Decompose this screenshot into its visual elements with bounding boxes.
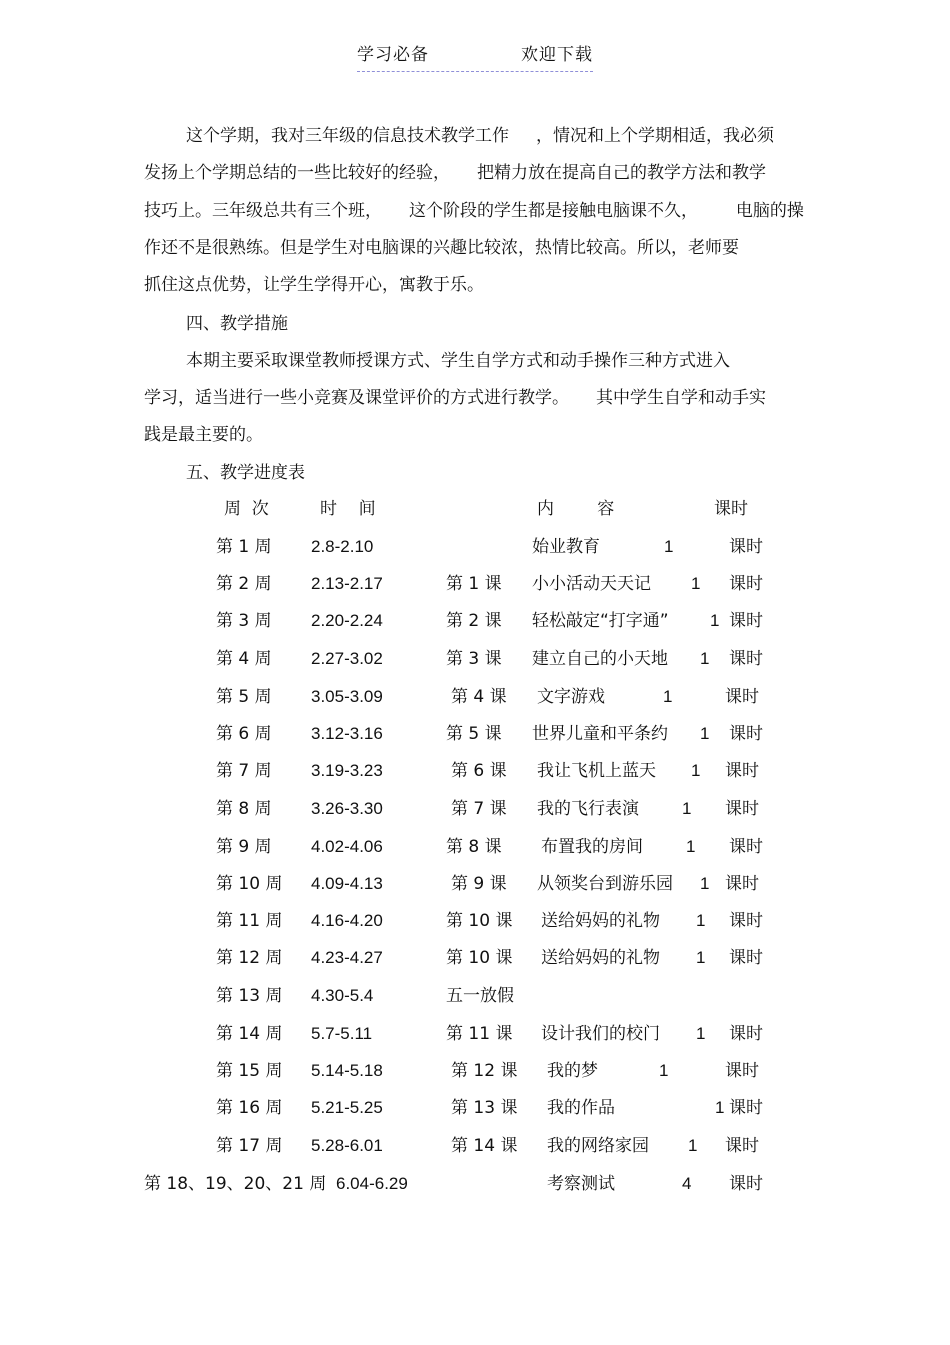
- row-num: 1: [686, 837, 696, 856]
- intro-line-4: 作还不是很熟练。但是学生对电脑课的兴趣比较浓，热情比较高。所以，老师要: [144, 238, 739, 258]
- row-num: 1: [710, 611, 720, 630]
- row-lesson: 第 10 课: [446, 948, 513, 968]
- row-lesson: 第 1 课: [446, 574, 502, 594]
- row-num: 4: [682, 1174, 692, 1193]
- row-lesson: 第 11 课: [446, 1024, 513, 1044]
- row-num: 1: [659, 1061, 669, 1080]
- row-num: 1: [700, 874, 710, 893]
- row-unit: 课时: [729, 611, 763, 631]
- intro-line-2: 发扬上个学期总结的一些比较好的经验， 把精力放在提高自己的教学方法和教学: [144, 163, 767, 183]
- row-unit: 课时: [725, 761, 759, 781]
- row-time: 4.02-4.06: [311, 837, 383, 856]
- row-week: 第 2 周: [216, 574, 272, 594]
- row-week: 第 16 周: [216, 1098, 283, 1118]
- row-time: 5.21-5.25: [311, 1098, 383, 1117]
- row-time: 3.05-3.09: [311, 687, 383, 706]
- row-unit: 课时: [729, 649, 763, 669]
- row-time: 2.27-3.02: [311, 649, 383, 668]
- row-time: 3.19-3.23: [311, 761, 383, 780]
- row-time: 5.14-5.18: [311, 1061, 383, 1080]
- row-content: 从领奖台到游乐园: [537, 874, 673, 894]
- row-num: 1: [696, 948, 706, 967]
- row-content: 文字游戏: [537, 687, 605, 707]
- row-week: 第 4 周: [216, 649, 272, 669]
- row-num: 1: [682, 799, 692, 818]
- row-week: 第 17 周: [216, 1136, 283, 1156]
- row-content: 建立自己的小天地: [532, 649, 668, 669]
- row-time: 4.16-4.20: [311, 911, 383, 930]
- row-time: 5.7-5.11: [311, 1024, 373, 1043]
- row-time: 4.09-4.13: [311, 874, 383, 893]
- row-unit: 课时: [725, 874, 759, 894]
- row-time: 2.13-2.17: [311, 574, 383, 593]
- header-left-text: 学习必备: [357, 45, 429, 65]
- row-content: 小小活动天天记: [532, 574, 651, 594]
- section4-line-3: 践是最主要的。: [144, 425, 263, 445]
- row-week: 第 14 周: [216, 1024, 283, 1044]
- row-time: 3.12-3.16: [311, 724, 383, 743]
- row-week: 第 6 周: [216, 724, 272, 744]
- header-hours: 课时: [714, 499, 748, 519]
- row-unit: 课时: [725, 1061, 759, 1081]
- row-week: 第 15 周: [216, 1061, 283, 1081]
- row-lesson: 第 4 课: [451, 687, 507, 707]
- row-unit: 课时: [729, 837, 763, 857]
- row-time: 5.28-6.01: [311, 1136, 383, 1155]
- row-week: 第 11 周: [216, 911, 283, 931]
- row-num: 1: [688, 1136, 698, 1155]
- row-content: 我的飞行表演: [537, 799, 639, 819]
- row-content: 设计我们的校门: [541, 1024, 660, 1044]
- row-lesson: 第 2 课: [446, 611, 502, 631]
- row-unit: 课时: [725, 687, 759, 707]
- intro-line-1: 这个学期，我对三年级的信息技术教学工作 ，情况和上个学期相适，我必须: [186, 126, 775, 146]
- row-time: 4.23-4.27: [311, 948, 383, 967]
- row-content: 始业教育: [532, 537, 600, 557]
- row-content: 考察测试: [547, 1174, 615, 1194]
- row-content: 我的梦: [547, 1061, 598, 1081]
- header-content: 内 容: [537, 499, 615, 519]
- page-header: [0, 40, 950, 72]
- header-right-text: 欢迎下载: [521, 45, 593, 65]
- row-week: 第 12 周: [216, 948, 283, 968]
- row-content: 送给妈妈的礼物: [541, 948, 660, 968]
- row-num: 1: [700, 649, 710, 668]
- row-num: 1: [696, 1024, 706, 1043]
- row-lesson: 第 14 课: [451, 1136, 518, 1156]
- row-content: 轻松敲定“打字通”: [532, 611, 669, 631]
- row-unit: 课时: [725, 799, 759, 819]
- header-time: 时 间: [320, 499, 376, 519]
- header-banner: [357, 40, 593, 72]
- row-week: 第 8 周: [216, 799, 272, 819]
- row-week: 第 13 周: [216, 986, 283, 1006]
- row-unit: 课时: [729, 1024, 763, 1044]
- row-unit: 课时: [729, 948, 763, 968]
- row-week: 第 3 周: [216, 611, 272, 631]
- row-time: 2.20-2.24: [311, 611, 383, 630]
- row-week: 第 10 周: [216, 874, 283, 894]
- section4-title: 四、教学措施: [186, 314, 288, 334]
- row-content: 我让飞机上蓝天: [537, 761, 656, 781]
- row-content: 世界儿童和平条约: [532, 724, 668, 744]
- section5-title: 五、教学进度表: [186, 463, 305, 483]
- row-unit: 课时: [725, 1136, 759, 1156]
- row-lesson: 第 8 课: [446, 837, 502, 857]
- row-lesson: 第 7 课: [451, 799, 507, 819]
- row-time: 2.8-2.10: [311, 537, 374, 556]
- row-num: 1: [696, 911, 706, 930]
- row-num: 1: [715, 1098, 725, 1117]
- row-content: 布置我的房间: [541, 837, 643, 857]
- row-content: 我的网络家园: [547, 1136, 649, 1156]
- row-num: 1: [691, 761, 701, 780]
- row-unit: 课时: [729, 1174, 763, 1194]
- row-time: 3.26-3.30: [311, 799, 383, 818]
- row-lesson: 第 6 课: [451, 761, 507, 781]
- row-week: 第 18、19、20、21 周: [144, 1174, 327, 1194]
- row-week: 第 9 周: [216, 837, 272, 857]
- row-lesson: 第 10 课: [446, 911, 513, 931]
- row-content: 我的作品: [547, 1098, 615, 1118]
- row-num: 1: [663, 687, 673, 706]
- row-num: 1: [700, 724, 710, 743]
- row-unit: 课时: [729, 537, 763, 557]
- row-week: 第 1 周: [216, 537, 272, 557]
- row-lesson: 第 3 课: [446, 649, 502, 669]
- row-lesson: 第 13 课: [451, 1098, 518, 1118]
- intro-line-3: 技巧上。三年级总共有三个班， 这个阶段的学生都是接触电脑课不久， 电脑的操: [144, 201, 804, 221]
- row-content: 送给妈妈的礼物: [541, 911, 660, 931]
- row-unit: 课时: [729, 724, 763, 744]
- row-time: 6.04-6.29: [336, 1174, 408, 1193]
- row-num: 1: [691, 574, 701, 593]
- row-unit: 课时: [729, 911, 763, 931]
- row-week: 第 5 周: [216, 687, 272, 707]
- intro-line-5: 抓住这点优势，让学生学得开心，寓教于乐。: [144, 275, 484, 295]
- row-unit: 课时: [729, 574, 763, 594]
- header-week: 周 次: [224, 499, 269, 519]
- row-lesson: 第 9 课: [451, 874, 507, 894]
- row-lesson: 五一放假: [446, 986, 514, 1006]
- section4-line-1: 本期主要采取课堂教师授课方式、学生自学方式和动手操作三种方式进入: [186, 351, 730, 371]
- row-unit: 课时: [729, 1098, 763, 1118]
- section4-line-2: 学习，适当进行一些小竞赛及课堂评价的方式进行教学。 其中学生自学和动手实: [144, 388, 767, 408]
- row-num: 1: [664, 537, 674, 556]
- row-lesson: 第 12 课: [451, 1061, 518, 1081]
- row-lesson: 第 5 课: [446, 724, 502, 744]
- row-time: 4.30-5.4: [311, 986, 374, 1005]
- row-week: 第 7 周: [216, 761, 272, 781]
